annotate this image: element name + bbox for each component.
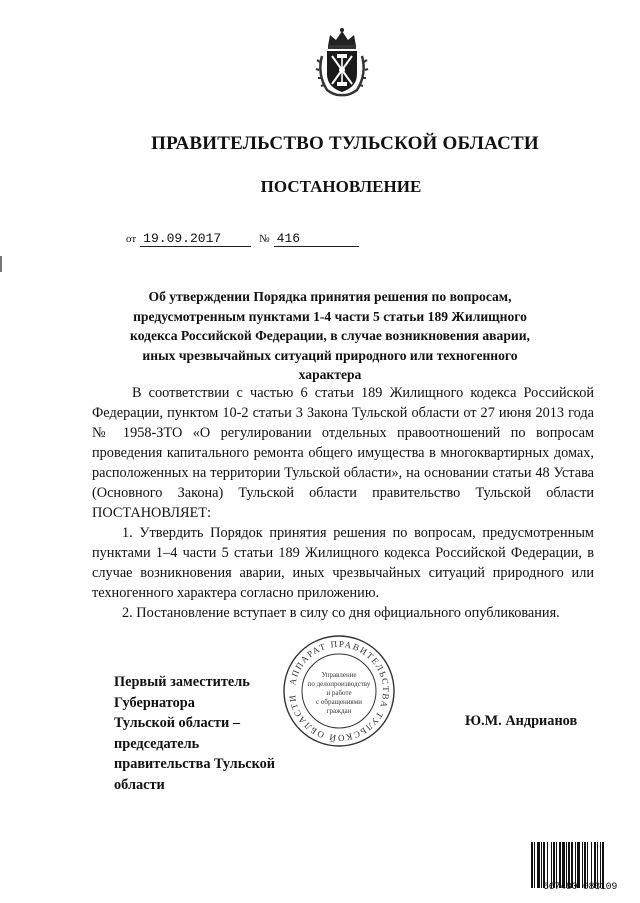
preamble-paragraph: В соответствии с частью 6 статьи 189 Жилищного кодекса Российской Федерации, пунктом 10-2 статьи 3 Закона Тульской области от 27 июня 2013 года № 1958-ЗТО «О регулировании отдельных правоотношений по вопросам проведения капитального ремонта общего имущества в многоквартирных домах, расположенных на территории Тульской области», на основании статьи 48 Устава (Основного Закона) Тульской области правительство Тульской области ПОСТАНОВЛЯЕТ:	[92, 385, 594, 521]
official-stamp	[281, 633, 397, 749]
stamp-center-line-1: Управление	[321, 671, 357, 679]
date-number-line	[126, 231, 359, 247]
government-title: ПРАВИТЕЛЬСТВО ТУЛЬСКОЙ ОБЛАСТИ	[151, 133, 539, 154]
signatory-line-2: Тульской области – председатель	[114, 715, 240, 752]
document-body	[92, 383, 594, 623]
document-number: 416	[274, 231, 359, 247]
signatory-line-3: правительства Тульской области	[114, 756, 276, 793]
item-2-paragraph: 2. Постановление вступает в силу со дня официального опубликования.	[122, 605, 560, 621]
signer-name: Ю.М. Андрианов	[465, 713, 578, 729]
document-type: ПОСТАНОВЛЕНИЕ	[260, 177, 422, 196]
signatory-line-1: Первый заместитель Губернатора	[114, 674, 250, 711]
document-subject: Об утверждении Порядка принятия решения по вопросам, предусмотренным пунктами 1-4 части 5 статьи 189 Жилищного кодекса Российской Федерации, в случае возникновения аварии, иных чрезвычайных ситуаций природного или техногенного характера	[130, 289, 530, 382]
tula-coat-of-arms-icon	[313, 26, 371, 98]
document-date: 19.09.2017	[140, 231, 251, 247]
stamp-center-line-5: граждан	[326, 707, 352, 715]
margin-mark	[0, 256, 2, 272]
item-1-paragraph: 1. Утвердить Порядок принятия решения по вопросам, предусмотренным пунктами 1–4 части 5 статьи 189 Жилищного кодекса Российской Федерации, в случае возникновения аварии, иных чрезвычайных ситуаций природного или техногенного характера согласно приложению.	[92, 525, 594, 601]
stamp-center-line-4: с обращениями	[316, 698, 362, 706]
barcode-number: 667480 083109	[542, 882, 618, 893]
stamp-ring-text: АППАРАТ ПРАВИТЕЛЬСТВА ТУЛЬСКОЙ ОБЛАСТИ	[286, 638, 392, 744]
number-prefix: №	[259, 233, 270, 245]
date-prefix: от	[126, 233, 137, 245]
stamp-center-line-3: и работе	[326, 689, 352, 697]
stamp-center-line-2: по делопроизводству	[307, 680, 371, 688]
